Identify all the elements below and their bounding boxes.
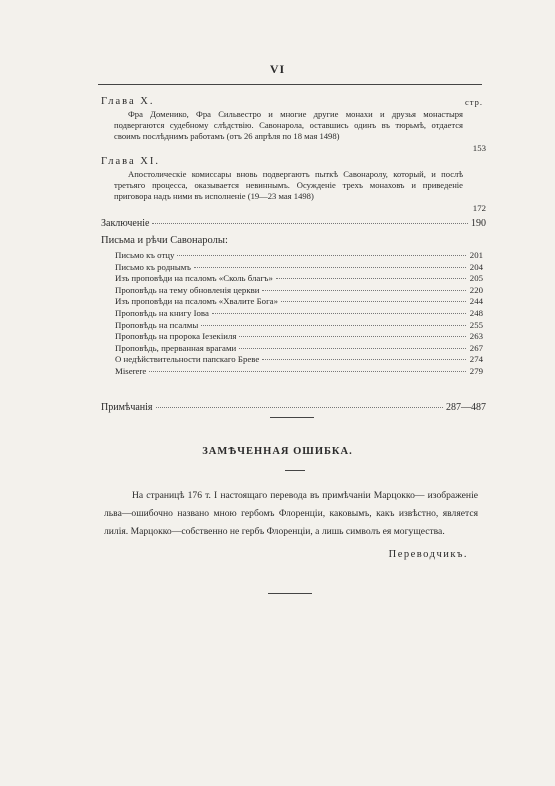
- letters-heading: Письма и рѣчи Савонаролы:: [101, 235, 228, 246]
- leader-dots: [149, 371, 466, 372]
- leader-dots: [156, 407, 443, 408]
- leader-dots: [262, 359, 466, 360]
- errata-text: На страницѣ 176 т. I настоящаго перевода въ примѣчаніи Марцокко— изображеніе льва—ошибочно названо мною гербомъ Флоренціи, каковымъ, какъ извѣстно, является лилія. Марцокко—собственно не гербъ Флоренціи, а лишь символъ ея могущества.: [104, 490, 478, 538]
- toc-letter-label: Проповѣдь на тему обновленія церкви: [115, 284, 260, 295]
- leader-dots: [276, 278, 466, 279]
- toc-letter-label: Miserere: [115, 366, 147, 376]
- toc-letter-page: 255: [469, 319, 483, 330]
- page-column-label: стр.: [465, 97, 483, 107]
- toc-letter-label: Проповѣдь на пророка Іезекіиля: [115, 331, 237, 342]
- toc-letter-page: 263: [469, 331, 483, 342]
- toc-letter-page: 204: [469, 261, 483, 272]
- toc-letter-page: 201: [469, 250, 483, 260]
- toc-letter-label: О недѣйствительности папскаго Бреве: [115, 354, 260, 365]
- toc-letter-label: Проповѣдь на книгу Іова: [115, 308, 209, 318]
- toc-letter-page: 279: [469, 366, 483, 376]
- toc-letter-label: Проповѣдь, прерванная врагами: [115, 342, 237, 353]
- chapter-11-text: Апостолическіе комиссары вновь подвергаютъ пыткѣ Савонаролу, который, и послѣ третьяго процесса, оказывается невиннымъ. Осужденіе трехъ монаховъ и приведеніе приговора надъ ними въ исполненіе (19—23 мая 1498): [114, 169, 463, 202]
- chapter-10-title: Глава X.: [101, 96, 155, 107]
- toc-letter-page: 267: [469, 342, 483, 353]
- toc-conclusion-label: Заключеніе: [101, 218, 150, 229]
- toc-notes-label: Примѣчанія: [101, 402, 153, 413]
- chapter-10-text: Фра Доменико, Фра Сильвестро и многие другие монахи и друзья монастыря подвергаются судебному слѣдствію. Савонарола, оставшись одинъ въ тюрьмѣ, отдается своимъ послѣднимъ работамъ (отъ 26 апрѣля по 18 мая 1498): [114, 109, 463, 142]
- chapter-10-page: 153: [472, 143, 486, 153]
- leader-dots: [281, 301, 466, 302]
- toc-notes: [101, 402, 486, 415]
- leader-dots: [262, 290, 466, 291]
- errata-title: ЗАМѢЧЕННАЯ ОШИБКА.: [202, 446, 353, 457]
- chapter-11-page: 172: [472, 203, 486, 213]
- page-number: VI: [269, 62, 286, 76]
- toc-letter-item: [115, 366, 483, 379]
- toc-letter-label: Изъ проповѣди на псаломъ «Сколь благъ»: [115, 273, 273, 284]
- bottom-divider: [268, 593, 312, 594]
- leader-dots: [194, 267, 466, 268]
- toc-conclusion-page: 190: [471, 218, 486, 229]
- toc-letter-page: 220: [469, 284, 483, 295]
- toc-letter-page: 244: [469, 296, 483, 307]
- chapter-11-title: Глава XI.: [101, 156, 160, 167]
- toc-conclusion: [101, 218, 486, 231]
- leader-dots: [201, 325, 466, 326]
- errata-divider: [285, 470, 305, 471]
- leader-dots: [239, 348, 466, 349]
- toc-notes-page: 287—487: [446, 402, 486, 413]
- leader-dots: [177, 255, 466, 256]
- toc-letter-label: Письмо къ роднымъ: [115, 261, 191, 272]
- toc-letter-label: Письмо къ отцу: [115, 250, 175, 260]
- toc-letter-label: Изъ проповѣди на псаломъ «Хвалите Бога»: [115, 296, 278, 307]
- toc-letter-page: 274: [469, 354, 483, 365]
- toc-letter-label: Проповѣдь на псалмы: [115, 319, 199, 330]
- leader-dots: [152, 223, 468, 224]
- header-rule: [98, 84, 482, 85]
- toc-letter-page: 248: [469, 308, 483, 318]
- leader-dots: [239, 336, 466, 337]
- section-divider: [270, 417, 314, 418]
- leader-dots: [212, 313, 466, 314]
- toc-letter-page: 205: [469, 273, 483, 284]
- translator-signature: Переводчикъ.: [388, 549, 468, 560]
